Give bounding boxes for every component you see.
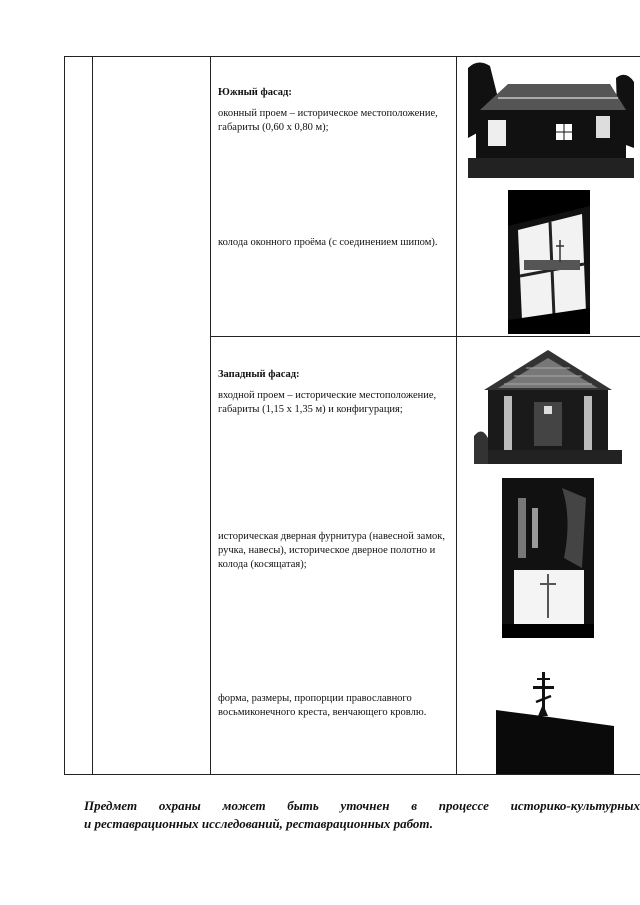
protection-subject-note <box>84 797 640 833</box>
table-column-divider-1 <box>92 56 93 775</box>
west-cross-text: форма, размеры, пропорции православного восьмиконечного креста, венчающего кровлю. <box>218 693 427 718</box>
table-row-divider <box>210 336 640 337</box>
south-window-frame-cell <box>218 236 450 250</box>
table-bottom-border <box>64 774 640 775</box>
west-facade-cell <box>218 368 450 417</box>
note-line-1: Предмет охраны может быть уточнен в процессе историко-культурных <box>84 798 640 813</box>
west-cross-cell <box>218 692 450 720</box>
table-column-divider-2 <box>210 56 211 775</box>
table-left-border <box>64 56 65 775</box>
table-column-divider-3 <box>456 56 457 775</box>
south-window-frame-text: колода оконного проёма (с соединением шипом). <box>218 237 438 248</box>
west-door-hardware-cell <box>218 530 450 572</box>
table-top-border <box>64 56 640 57</box>
south-facade-photo <box>468 58 634 178</box>
door-photo <box>502 478 594 638</box>
west-facade-heading: Западный фасад: <box>218 369 300 380</box>
window-frame-photo <box>508 190 590 334</box>
west-facade-photo <box>474 346 622 464</box>
south-facade-cell <box>218 86 450 135</box>
roof-cross-photo <box>494 666 614 774</box>
note-line-2: и реставрационных исследований, реставрационных работ. <box>84 816 433 831</box>
west-door-hardware-text: историческая дверная фурнитура (навесной замок, ручка, навесы), историческое дверное полотно и колода (косящатая); <box>218 531 445 570</box>
west-entrance-opening-text: входной проем – исторические местоположение, габариты (1,15 х 1,35 м) и конфигурация; <box>218 390 437 415</box>
south-facade-heading: Южный фасад: <box>218 87 292 98</box>
south-window-opening-text: оконный проем – историческое местоположение, габариты (0,60 х 0,80 м); <box>218 108 438 133</box>
